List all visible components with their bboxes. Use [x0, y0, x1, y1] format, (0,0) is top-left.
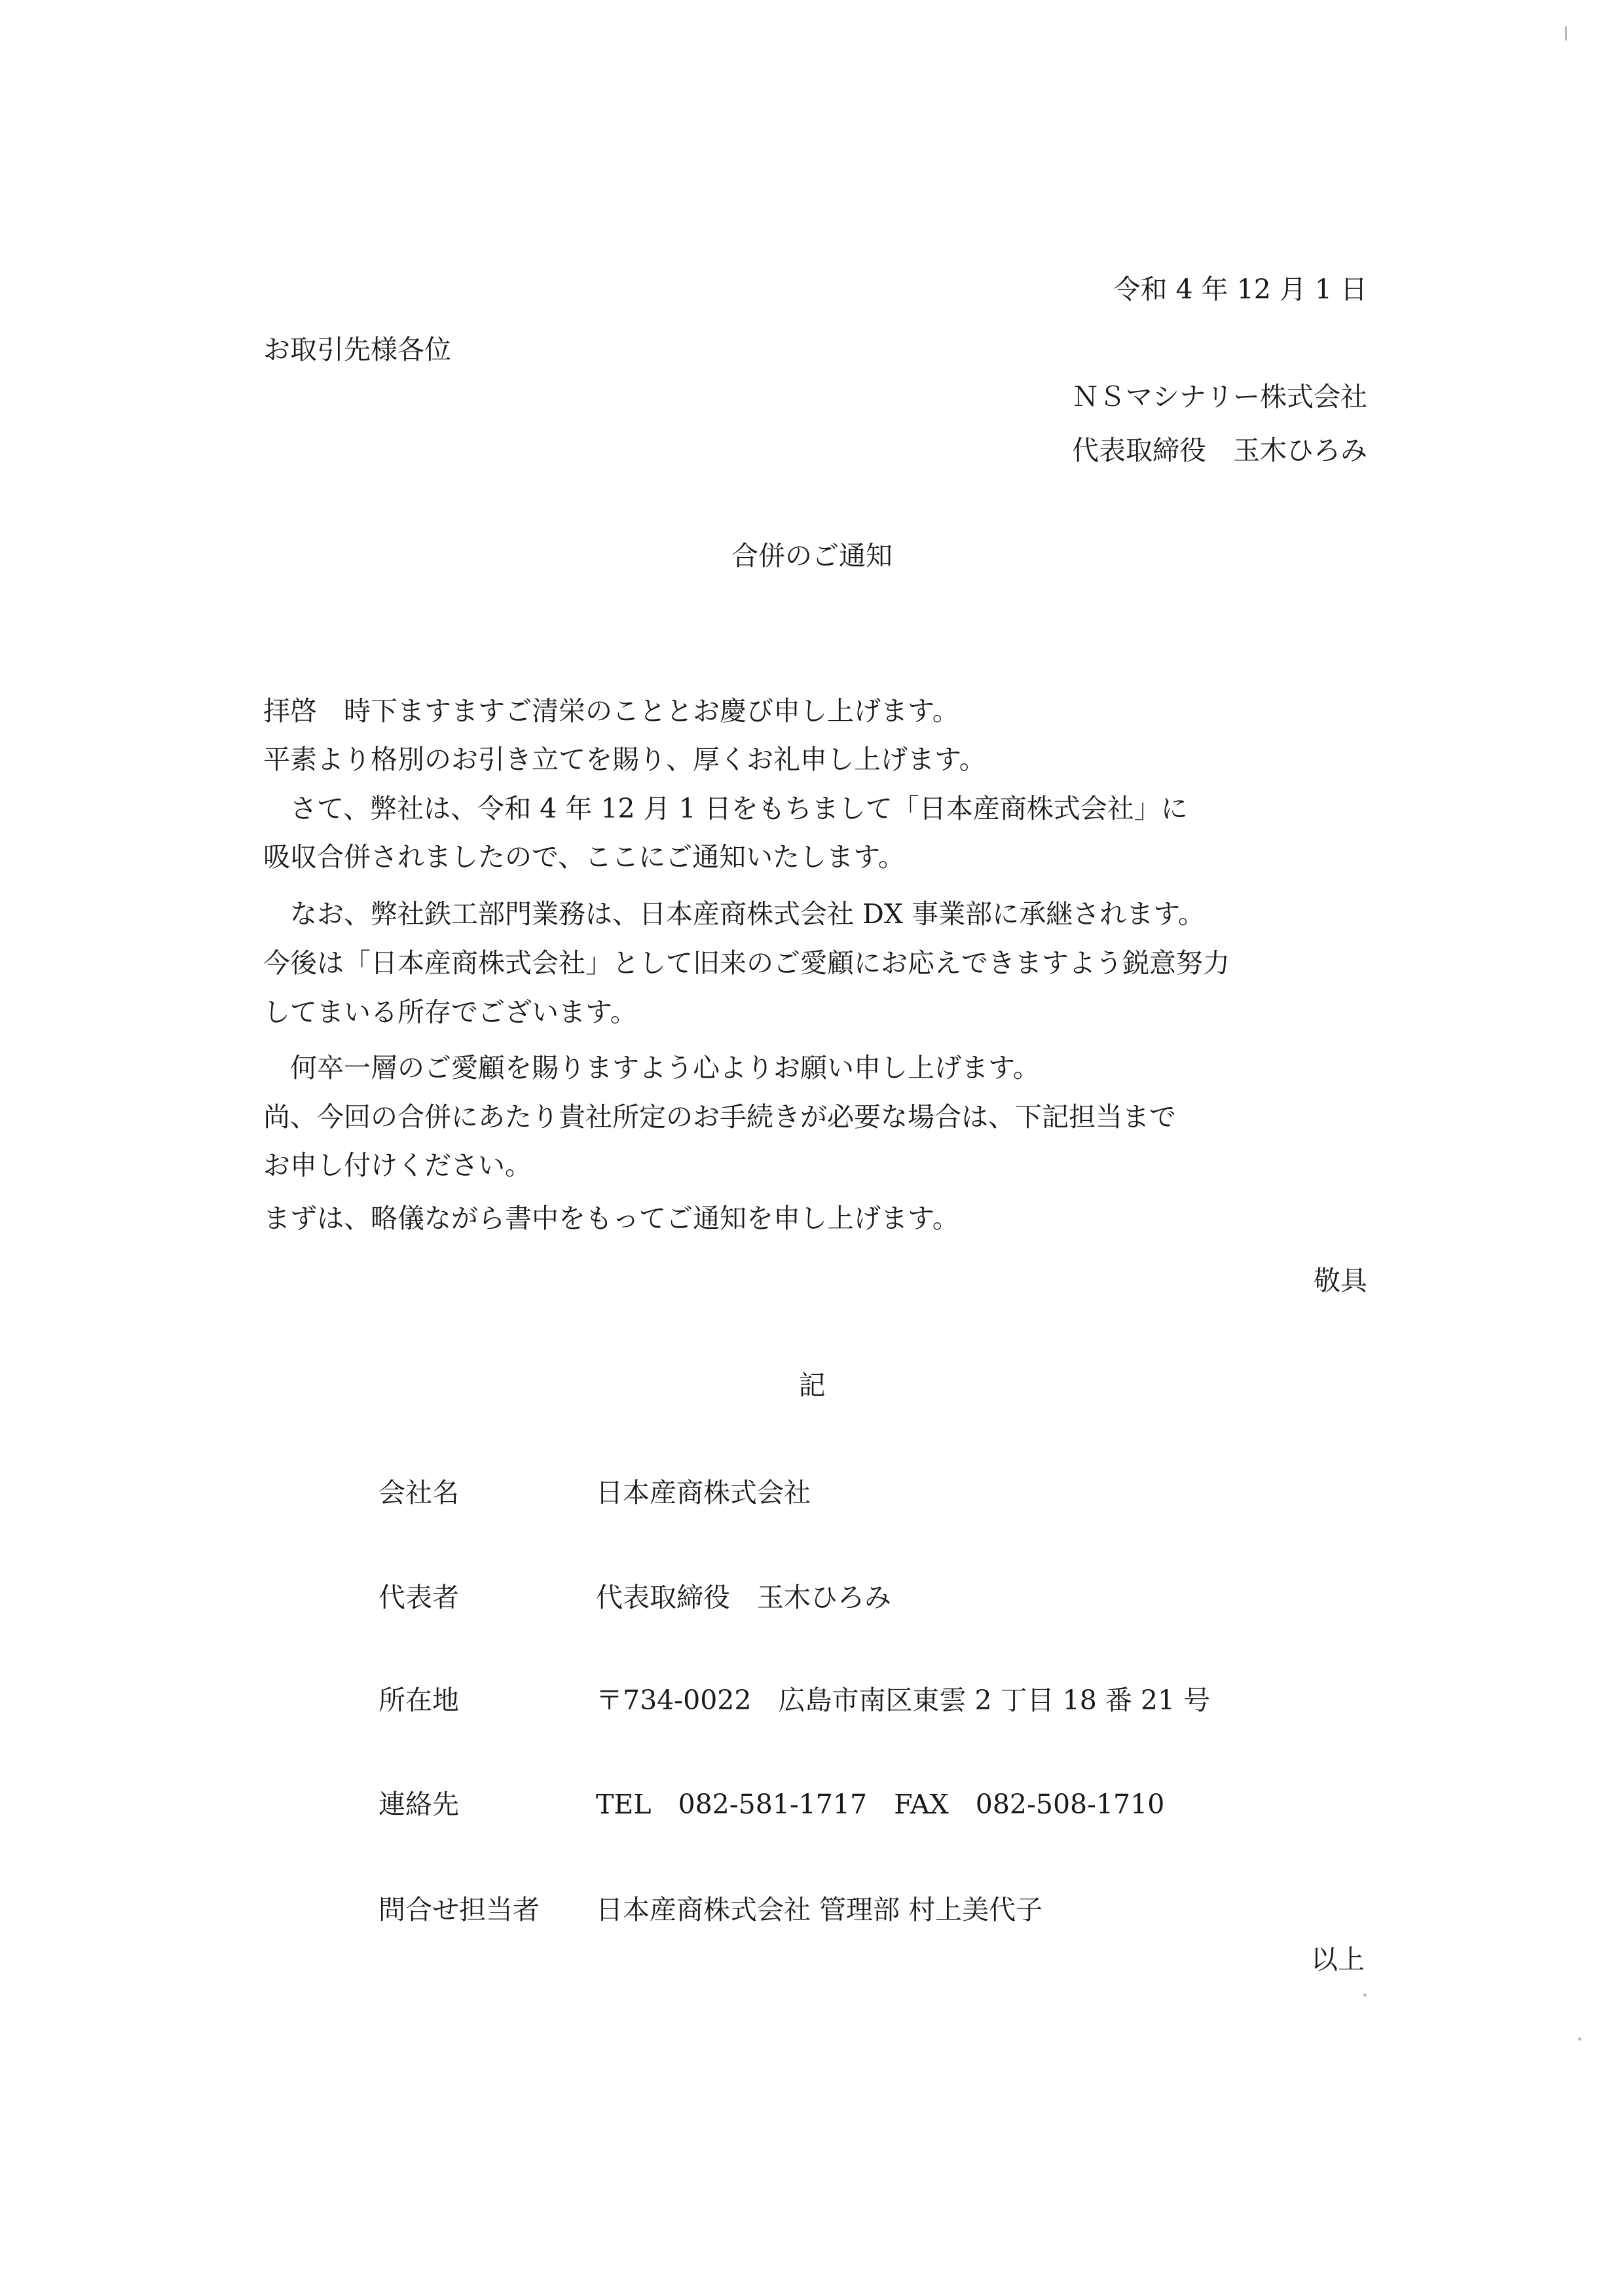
- body-line: 今後は「日本産商株式会社」として旧来のご愛顧にお応えできますよう鋭意努力: [263, 947, 1230, 979]
- body-line: なお、弊社鉄工部門業務は、日本産商株式会社 DX 事業部に承継されます。: [263, 898, 1205, 930]
- ki-heading: 記: [798, 1370, 826, 1401]
- detail-value-inquiry: 日本産商株式会社 管理部 村上美代子: [596, 1894, 1043, 1925]
- body-line: 平素より格別のお引き立てを賜り、厚くお礼申し上げます。: [263, 744, 986, 775]
- detail-value-contact: TEL 082-581-1717 FAX 082-508-1710: [596, 1789, 1165, 1820]
- scan-speck: [1565, 26, 1567, 41]
- body-line: まずは、略儀ながら書中をもってご通知を申し上げます。: [263, 1203, 959, 1234]
- body-line: 吸収合併されましたので、ここにご通知いたします。: [263, 841, 905, 873]
- body-line: してまいる所存でございます。: [263, 996, 637, 1028]
- sender-representative: 代表取締役 玉木ひろみ: [1072, 435, 1367, 466]
- detail-value-address: 〒734-0022 広島市南区東雲 2 丁目 18 番 21 号: [596, 1685, 1211, 1716]
- body-line: お申し付けください。: [263, 1150, 532, 1181]
- detail-value-representative: 代表取締役 玉木ひろみ: [596, 1582, 891, 1613]
- body-line: 拝啓 時下ますますご清栄のこととお慶び申し上げます。: [263, 695, 959, 727]
- end-mark-ijou: 以上: [1311, 1944, 1365, 1975]
- detail-label-contact: 連絡先: [378, 1789, 459, 1820]
- letter-date: 令和 4 年 12 月 1 日: [1113, 274, 1367, 305]
- letter-title: 合併のご通知: [731, 540, 893, 572]
- scan-speck: [1578, 2037, 1581, 2041]
- closing-keigu: 敬具: [1314, 1265, 1367, 1296]
- sender-company: ＮＳマシナリー株式会社: [1072, 381, 1367, 412]
- body-line: さて、弊社は、令和 4 年 12 月 1 日をもちまして「日本産商株式会社」に: [263, 793, 1188, 824]
- detail-label-company: 会社名: [378, 1477, 459, 1508]
- detail-label-representative: 代表者: [378, 1582, 459, 1613]
- scan-speck: [1363, 1994, 1367, 1997]
- body-line: 尚、今回の合併にあたり貴社所定のお手続きが必要な場合は、下記担当まで: [263, 1101, 1176, 1133]
- detail-value-company: 日本産商株式会社: [596, 1477, 811, 1508]
- detail-label-address: 所在地: [378, 1685, 459, 1716]
- recipient: お取引先様各位: [263, 334, 451, 365]
- detail-label-inquiry: 問合せ担当者: [378, 1894, 540, 1925]
- body-line: 何卒一層のご愛顧を賜りますよう心よりお願い申し上げます。: [263, 1052, 1040, 1084]
